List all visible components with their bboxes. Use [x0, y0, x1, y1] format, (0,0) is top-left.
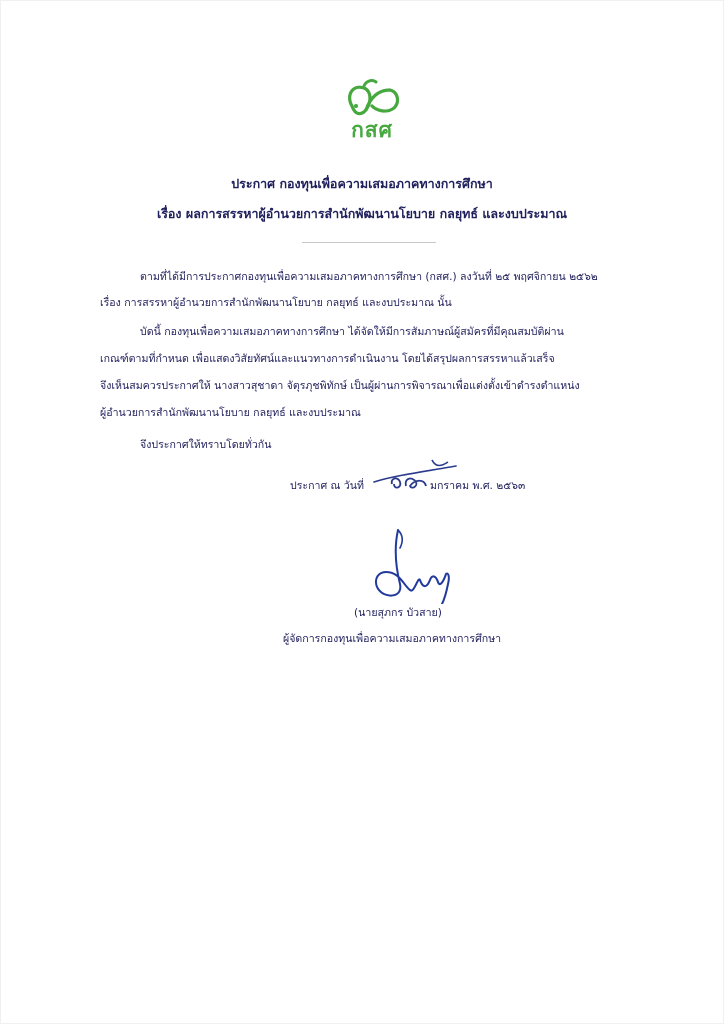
date-suffix: มกราคม พ.ศ. ๒๕๖๓	[430, 480, 526, 492]
paragraph-2-line-3: จึงเห็นสมควรประกาศให้ นางสาวสุชาดา จัตุรภุชพิทักษ์ เป็นผู้ผ่านการพิจารณาเพื่อแต่งตั้งเข้าดำรงตำแหน่ง	[100, 380, 580, 392]
announcement-title: ประกาศ กองทุนเพื่อความเสมอภาคทางการศึกษา	[231, 176, 493, 191]
signatory-name: (นายสุภกร บัวสาย)	[354, 607, 442, 619]
divider	[302, 242, 436, 243]
announcement-subject: เรื่อง ผลการสรรหาผู้อำนวยการสำนักพัฒนานโยบาย กลยุทธ์ และงบประมาณ	[156, 206, 568, 221]
paragraph-1-line-2: เรื่อง การสรรหาผู้อำนวยการสำนักพัฒนานโยบาย กลยุทธ์ และงบประมาณ นั้น	[100, 297, 452, 309]
signatory-position: ผู้จัดการกองทุนเพื่อความเสมอภาคทางการศึกษา	[283, 633, 502, 645]
eef-logo	[332, 76, 412, 148]
paragraph-3: จึงประกาศให้ทราบโดยทั่วกัน	[140, 439, 272, 451]
paragraph-2-line-1: บัดนี้ กองทุนเพื่อความเสมอภาคทางการศึกษา ได้จัดให้มีการสัมภาษณ์ผู้สมัครที่มีคุณสมบัติผ่าน	[140, 326, 564, 338]
paragraph-2-line-4: ผู้อำนวยการสำนักพัฒนานโยบาย กลยุทธ์ และงบประมาณ	[100, 407, 361, 419]
handwritten-signature	[360, 524, 480, 604]
logo-text: กสศ	[351, 118, 393, 142]
green-leaf-sprout-icon	[342, 76, 402, 120]
paragraph-1-line-1: ตามที่ได้มีการประกาศกองทุนเพื่อความเสมอภาคทางการศึกษา (กสศ.) ลงวันที่ ๒๕ พฤศจิกายน ๒๕๖๒	[140, 271, 598, 283]
date-prefix: ประกาศ ณ วันที่	[290, 480, 364, 492]
paragraph-2-line-2: เกณฑ์ตามที่กำหนด เพื่อแสดงวิสัยทัศน์และแนวทางการดำเนินงาน โดยได้สรุปผลการสรรหาแล้วเสร็จ	[100, 353, 555, 365]
